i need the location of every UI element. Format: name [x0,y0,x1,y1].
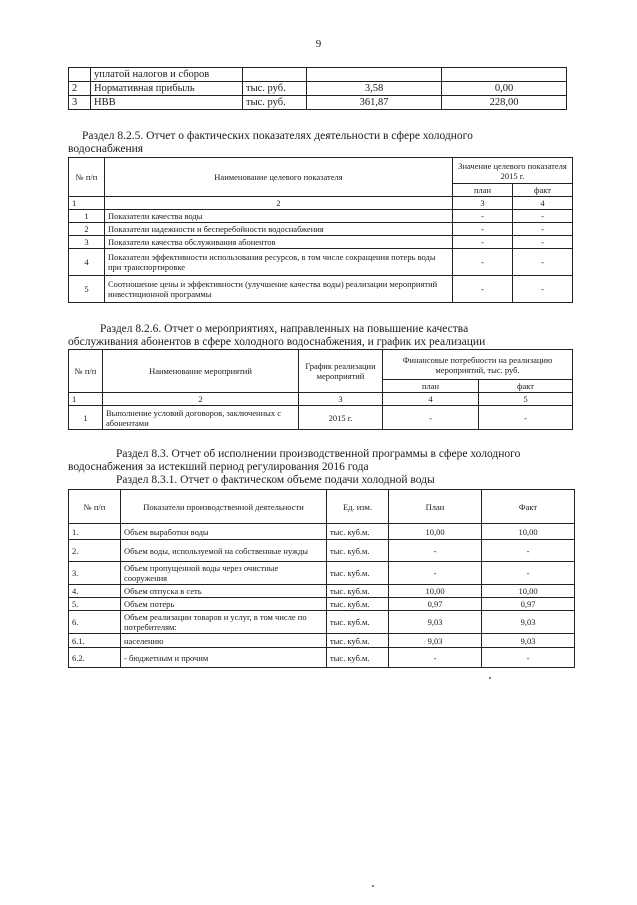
table-top-body [69,68,567,110]
table-825-header-plan: план [453,184,513,197]
cell-name: Объем потерь [121,598,327,611]
table-825-body [69,210,573,303]
table-826-body [69,406,573,430]
cell-plan: - [389,540,482,562]
table-826-header-name: Наименование мероприятий [103,350,299,393]
cell-name: Объем отпуска в сеть [121,585,327,598]
cell-num: 6. [69,611,121,634]
cell-num: 1 [69,210,105,223]
table-825-index-cell: 4 [513,197,573,210]
cell-plan: - [453,276,513,303]
cell-plan: - [453,223,513,236]
cell-fact: - [513,276,573,303]
table-row [69,68,567,82]
cell-name: Соотношение цены и эффективности (улучшение качества воды) реализации мероприятий инвестиционной программы [105,276,453,303]
table-831-header-fact: Факт [482,490,575,524]
cell-num: 5 [69,276,105,303]
table-826-header-finance: Финансовые потребности на реализацию мероприятий, тыс. руб. [383,350,573,380]
cell-name: Объем воды, используемой на собственные нужды [121,540,327,562]
section-826-heading [100,323,568,336]
cell-plan: - [453,210,513,223]
table-825-index-cell: 1 [69,197,105,210]
table-826-index-row [69,393,573,406]
section-825-heading-cont: водоснабжения [68,143,144,155]
cell-num: 3. [69,562,121,585]
table-row [69,276,573,303]
cell-fact: 0,00 [442,82,567,96]
table-831-header-name: Показатели производственной деятельности [121,490,327,524]
table-831-header-unit: Ед. изм. [327,490,389,524]
table-row [69,236,573,249]
table-row [69,648,575,668]
cell-num: 3 [69,236,105,249]
table-826-index-cell: 5 [479,393,573,406]
cell-plan: 0,97 [389,598,482,611]
cell-plan: 9,03 [389,611,482,634]
cell-unit: тыс. куб.м. [327,524,389,540]
cell-unit: тыс. куб.м. [327,562,389,585]
table-row [69,96,567,110]
cell-schedule: 2015 г. [299,406,383,430]
table-826-header-num: № п/п [69,350,103,393]
table-826-header-fact: факт [479,380,573,393]
cell-num: 4. [69,585,121,598]
table-826-index-cell: 2 [103,393,299,406]
table-826-index-cell: 4 [383,393,479,406]
cell-num: 6.2. [69,648,121,668]
table-825-index-cell: 3 [453,197,513,210]
cell-name: Объем пропущенной воды через очистные сооружения [121,562,327,585]
cell-fact: 0,97 [482,598,575,611]
table-825 [68,157,573,303]
cell-name: - бюджетным и прочим [121,648,327,668]
cell-name: уплатой налогов и сборов [91,68,243,82]
cell-num: 2 [69,82,91,96]
cell-unit: тыс. куб.м. [327,648,389,668]
section-826-heading-cont: обслуживания абонентов в сфере холодного водоснабжения, и график их реализации [68,336,486,348]
table-825-index-cell: 2 [105,197,453,210]
cell-name: Показатели эффективности использования ресурсов, в том числе сокращения потерь воды при транспортировке [105,249,453,276]
cell-plan: 9,03 [389,634,482,648]
table-826-index-cell: 1 [69,393,103,406]
table-top [68,67,567,110]
scan-speck [372,885,374,887]
table-row [69,611,575,634]
cell-num: 2 [69,223,105,236]
table-row [69,223,573,236]
table-825-header-name: Наименование целевого показателя [105,158,453,197]
cell-unit: тыс. руб. [243,82,307,96]
cell-fact: 10,00 [482,524,575,540]
table-row [69,249,573,276]
table-825-header-num: № п/п [69,158,105,197]
cell-num: 3 [69,96,91,110]
table-row [69,406,573,430]
table-826 [68,349,573,430]
section-825-heading-line1: Раздел 8.2.5. Отчет о фактических показателях деятельности в сфере холодного [82,130,473,142]
table-826-header-plan: план [383,380,479,393]
table-row [69,524,575,540]
table-row [69,210,573,223]
cell-fact: - [482,562,575,585]
cell-name: Нормативная прибыль [91,82,243,96]
cell-name: Показатели качества воды [105,210,453,223]
table-831 [68,489,575,668]
cell-plan: - [453,249,513,276]
table-825-header-value: Значение целевого показателя 2015 г. [453,158,573,184]
scan-speck [489,677,491,679]
table-825-index-row [69,197,573,210]
cell-unit: тыс. куб.м. [327,611,389,634]
cell-num: 5. [69,598,121,611]
cell-fact: - [513,223,573,236]
cell-unit: тыс. руб. [243,96,307,110]
cell-name: Объем выработки воды [121,524,327,540]
cell-fact: 10,00 [482,585,575,598]
cell-num: 1 [69,406,103,430]
table-826-index-cell: 3 [299,393,383,406]
table-row [69,634,575,648]
table-row [69,598,575,611]
cell-fact: - [479,406,573,430]
section-831-subheading: Раздел 8.3.1. Отчет о фактическом объеме подачи холодной воды [116,474,435,486]
table-831-body [69,524,575,668]
cell-fact: 9,03 [482,634,575,648]
cell-name: Объем реализации товаров и услуг, в том числе по потребителям: [121,611,327,634]
cell-fact: - [482,648,575,668]
section-83-heading [116,448,568,461]
cell-num: 4 [69,249,105,276]
cell-plan: 3,58 [307,82,442,96]
cell-unit: тыс. куб.м. [327,634,389,648]
table-row [69,585,575,598]
cell-plan: - [383,406,479,430]
cell-num [69,68,91,82]
cell-plan: 10,00 [389,524,482,540]
cell-plan: - [389,562,482,585]
cell-unit [243,68,307,82]
cell-fact: - [513,210,573,223]
cell-plan [307,68,442,82]
cell-name: Показатели качества обслуживания абонентов [105,236,453,249]
cell-plan: - [389,648,482,668]
section-825-heading [82,130,568,143]
cell-plan: 361,87 [307,96,442,110]
table-row [69,540,575,562]
cell-name: населению [121,634,327,648]
cell-plan: - [453,236,513,249]
cell-unit: тыс. куб.м. [327,540,389,562]
table-831-header-num: № п/п [69,490,121,524]
cell-fact: - [482,540,575,562]
table-row [69,562,575,585]
table-831-header-plan: План [389,490,482,524]
cell-fact: 228,00 [442,96,567,110]
cell-unit: тыс. куб.м. [327,598,389,611]
cell-plan: 10,00 [389,585,482,598]
cell-num: 6.1. [69,634,121,648]
cell-name: Показатели надежности и бесперебойности водоснабжения [105,223,453,236]
cell-fact: - [513,236,573,249]
cell-num: 1. [69,524,121,540]
table-row [69,82,567,96]
page-number: 9 [315,38,322,50]
section-83-heading-line1: Раздел 8.3. Отчет об исполнении производственной программы в сфере холодного [116,448,521,460]
table-825-header-fact: факт [513,184,573,197]
cell-name: НВВ [91,96,243,110]
table-826-header-schedule: График реализации мероприятий [299,350,383,393]
cell-fact: 9,03 [482,611,575,634]
cell-name: Выполнение условий договоров, заключенных с абонентами [103,406,299,430]
cell-num: 2. [69,540,121,562]
cell-unit: тыс. куб.м. [327,585,389,598]
section-826-heading-line1: Раздел 8.2.6. Отчет о мероприятиях, направленных на повышение качества [100,323,469,335]
section-83-heading-cont: водоснабжения за истекший период регулирования 2016 года [68,461,369,473]
cell-fact [442,68,567,82]
cell-fact: - [513,249,573,276]
